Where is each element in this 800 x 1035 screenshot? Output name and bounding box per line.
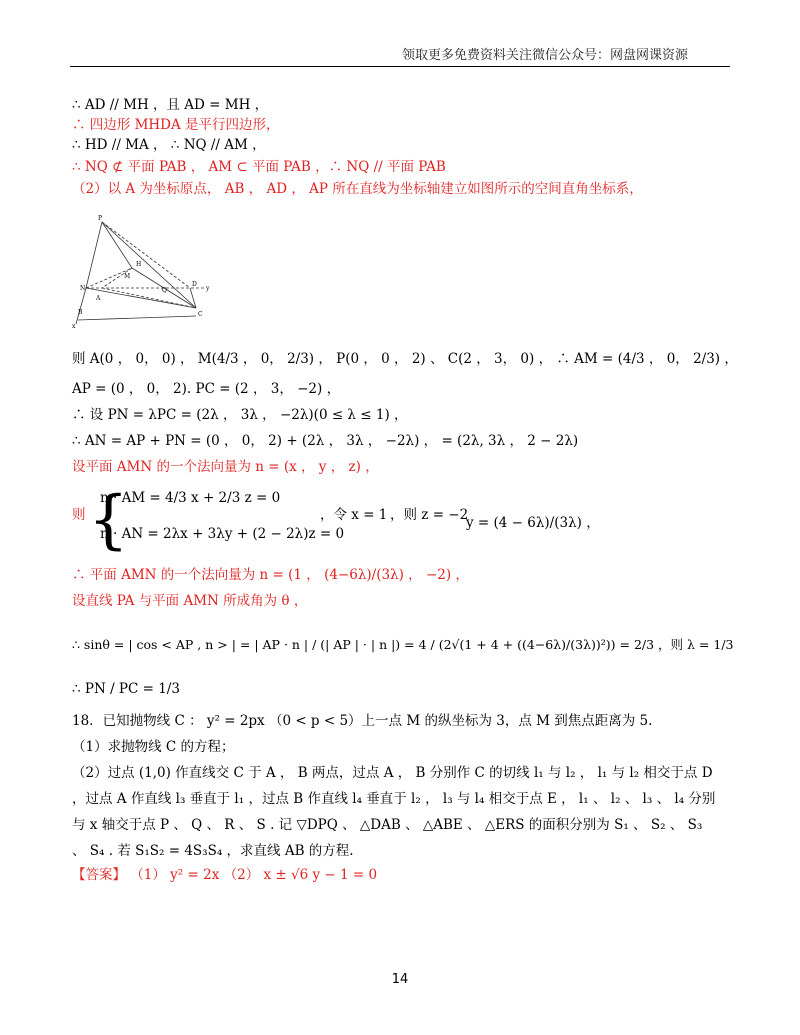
equation-1: n · AM = 4/3 x + 2/3 z = 0: [100, 490, 281, 506]
coordinate-figure: [72, 208, 212, 338]
label-p: P: [98, 215, 103, 222]
question-18-part2-a: （2）过点 (1,0) 作直线交 C 于 A ， B 两点，过点 A ， B 分别作 C 的切线 l₁ 与 l₂ ， l₁ 与 l₂ 相交于点 D: [72, 765, 713, 781]
label-n: N: [80, 285, 86, 292]
label-m: M: [124, 273, 131, 280]
question-18-stem: 18．已知抛物线 C ： y² = 2px （0 < p < 5）上一点 M 的纵坐标为 3，点 M 到焦点距离为 5.: [72, 713, 653, 729]
coords-line: 则 A(0 ， 0， 0) ， M(4/3 ， 0， 2/3) ， P(0 ， 0 ， 2) 、 C(2 ， 3， 0) ， ∴ AM = (4/3 ， 0， 2/3) ，: [72, 351, 738, 367]
label-d: D: [192, 281, 197, 288]
answer-line: [72, 866, 377, 884]
then-label: 则: [72, 507, 86, 523]
normal-vector-setup: 设平面 AMN 的一个法向量为 n = (x ， y ， z) ，: [72, 459, 379, 475]
question-18-part2-b: ，过点 A 作直线 l₃ 垂直于 l₁ ，过点 B 作直线 l₄ 垂直于 l₂ ， l₃ 与 l₄ 相交于点 E ， l₁ 、 l₂ 、 l₃ 、 l₄ 分别: [72, 791, 716, 807]
label-h: H: [136, 261, 142, 268]
answer-text: （1） y² = 2x （2） x ± √6 y − 1 = 0: [130, 867, 378, 883]
page-number: 14: [391, 972, 409, 987]
label-b: B: [78, 309, 83, 316]
question-18-part2-c: 与 x 轴交于点 P 、 Q 、 R 、 S . 记 ▽DPQ 、 △DAB 、 △ABE 、 △ERS 的面积分别为 S₁ 、 S₂ 、 S₃: [72, 817, 703, 833]
sine-equation: ∴ sinθ = | cos < AP , n > | = | AP · n | / (| AP | · | n |) = 4 / (2√(1 + 4 + ((4−6λ)/(3λ))²)) = 2/3 ，则 λ = 1/3: [72, 637, 734, 652]
proof-line-2: ∴ 四边形 MHDA 是平行四边形，: [72, 117, 280, 133]
label-q: Q: [162, 287, 167, 294]
label-y: y: [206, 285, 210, 292]
equation-2: n · AN = 2λx + 3λy + (2 − 2λ)z = 0: [100, 526, 345, 542]
header-rule: [70, 66, 730, 67]
angle-setup: 设直线 PA 与平面 AMN 所成角为 θ ，: [72, 593, 308, 609]
part2-intro: （2）以 A 为坐标原点， AB ， AD ， AP 所在直线为坐标轴建立如图所示的空间直角坐标系，: [72, 181, 643, 197]
label-x: x: [72, 323, 76, 330]
proof-line-1: ∴ AD // MH ，且 AD = MH ，: [72, 97, 269, 113]
answer-label: 【答案】: [72, 867, 126, 883]
ratio-result: ∴ PN / PC = 1/3: [72, 681, 180, 697]
normal-vector-result: ∴ 平面 AMN 的一个法向量为 n = (1 ， (4−6λ)/(3λ) ， −2) ，: [72, 567, 469, 583]
proof-line-3: ∴ HD // MA ， ∴ NQ // AM ，: [72, 137, 266, 153]
question-18-part1: （1）求抛物线 C 的方程；: [72, 739, 235, 755]
vector-pn: ∴ 设 PN = λPC = (2λ ， 3λ ， −2λ)(0 ≤ λ ≤ 1) ，: [72, 407, 408, 423]
vector-ap-pc: AP = (0 ， 0， 2). PC = (2 ， 3， −2) ，: [72, 381, 341, 397]
vector-an: ∴ AN = AP + PN = (0 ， 0， 2) + (2λ ， 3λ ， −2λ) ， = (2λ, 3λ ， 2 − 2λ): [72, 433, 579, 449]
let-x: ，令 x = 1: [320, 507, 388, 523]
y-value: y = (4 − 6λ)/(3λ) ，: [466, 515, 600, 531]
then-z: ，则 z = −2: [390, 507, 469, 523]
question-18-part2-d: 、 S₄ . 若 S₁S₂ = 4S₃S₄ ，求直线 AB 的方程.: [72, 843, 354, 859]
header-text: 领取更多免费资料关注微信公众号：网盘网课资源: [401, 48, 688, 63]
proof-line-4: ∴ NQ ⊄ 平面 PAB ， AM ⊂ 平面 PAB ，∴ NQ // 平面 PAB: [72, 159, 446, 175]
label-a: A: [96, 295, 101, 302]
system-brace: {: [88, 483, 129, 557]
label-c: C: [198, 311, 203, 318]
